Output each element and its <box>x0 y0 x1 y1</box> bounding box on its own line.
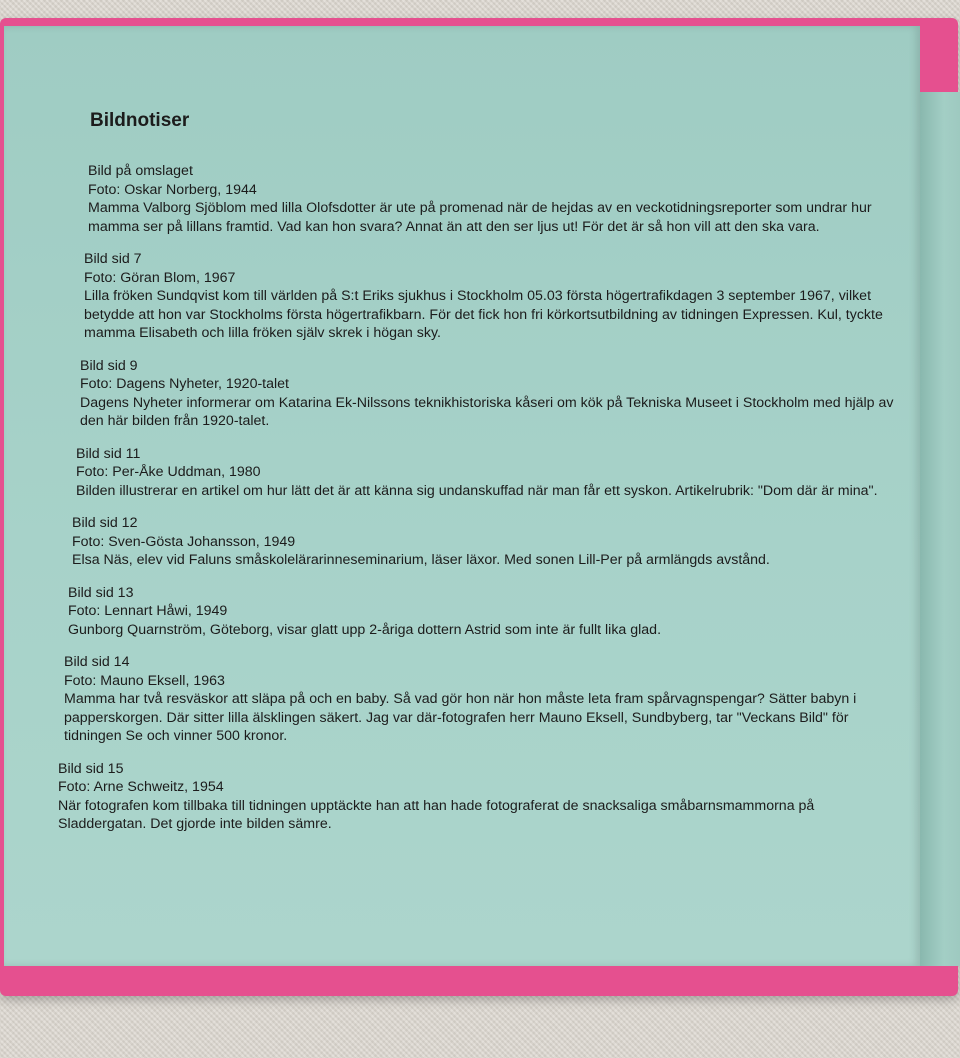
caption-text: Mamma Valborg Sjöblom med lilla Olofsdotter är ute på promenad när de hejdas av en veckotidningsreporter som undrar hur mamma ser på lillans framtid. Vad kan hon svara? Annat än att den ser ljus ut! För det är så hon vill att den ska vara. <box>88 200 872 235</box>
caption-text: Elsa Näs, elev vid Faluns småskolelärarinneseminarium, läser läxor. Med sonen Lill-Per på armlängds avstånd. <box>72 552 770 568</box>
caption-text: Gunborg Quarnström, Göteborg, visar glatt upp 2-åriga dottern Astrid som inte är fullt lika glad. <box>68 621 662 638</box>
caption-entry <box>64 653 894 746</box>
caption-label: Bild sid 14 <box>64 654 130 670</box>
page-content <box>58 110 894 848</box>
caption-label: Bild sid 12 <box>72 515 138 531</box>
caption-entry <box>80 357 894 431</box>
photo-credit: Foto: Oskar Norberg, 1944 <box>88 181 257 198</box>
caption-entry <box>68 584 894 640</box>
caption-text: Dagens Nyheter informerar om Katarina Ek-Nilssons teknikhistoriska kåseri om kök på Tekniska Museet i Stockholm med hjälp av den här bilden från 1920-talet. <box>80 394 894 429</box>
photo-credit: Foto: Dagens Nyheter, 1920-talet <box>80 376 289 392</box>
caption-entry <box>76 445 894 501</box>
caption-text: Bilden illustrerar en artikel om hur lätt det är att känna sig undanskuffad när man får ett syskon. Artikelrubrik: "Dom där är mina". <box>76 482 878 499</box>
caption-entry <box>72 514 894 570</box>
caption-text: När fotografen kom tillbaka till tidningen upptäckte han att han hade fotograferat de snacksaliga småbarnsmammorna på Sladdergatan. Det gjorde inte bilden sämre. <box>58 797 815 832</box>
right-page-edge <box>920 92 960 966</box>
caption-label: Bild sid 9 <box>80 357 138 374</box>
photo-credit: Foto: Mauno Eksell, 1963 <box>64 672 225 689</box>
photo-credit: Foto: Göran Blom, 1967 <box>84 269 236 286</box>
photo-credit: Foto: Lennart Håwi, 1949 <box>68 603 228 619</box>
photo-credit: Foto: Per-Åke Uddman, 1980 <box>76 464 261 480</box>
caption-text: Lilla fröken Sundqvist kom till världen på S:t Eriks sjukhus i Stockholm 05.03 första högertrafikdagen 3 september 1967, vilket betydde att hon var Stockholms första högertrafikbarn. För det fick hon fri körkortsutbildning av tidningen Expressen. Kul, tyckte mamma Elisabeth och lilla fröken själv skrek i högan sky. <box>84 288 883 341</box>
caption-entry <box>88 162 894 236</box>
caption-text: Mamma har två resväskor att släpa på och en baby. Så vad gör hon när hon måste leta fram spårvagnspengar? Sätter babyn i papperskorgen. Där sitter lilla älsklingen säkert. Jag var där-fotografen herr Mauno Eksell, Sundbyberg, tar "Veckans Bild" för tidningen Se och vinner 500 kronor. <box>64 691 857 744</box>
caption-label: Bild på omslaget <box>88 163 193 179</box>
caption-label: Bild sid 7 <box>84 251 142 267</box>
caption-label: Bild sid 13 <box>68 584 134 601</box>
caption-entry <box>84 250 894 343</box>
caption-label: Bild sid 11 <box>76 445 141 462</box>
photo-credit: Foto: Arne Schweitz, 1954 <box>58 779 224 795</box>
caption-label: Bild sid 15 <box>58 760 124 777</box>
page-heading: Bildnotiser <box>90 110 190 131</box>
photo-credit: Foto: Sven-Gösta Johansson, 1949 <box>72 533 296 550</box>
caption-entry <box>58 760 894 834</box>
